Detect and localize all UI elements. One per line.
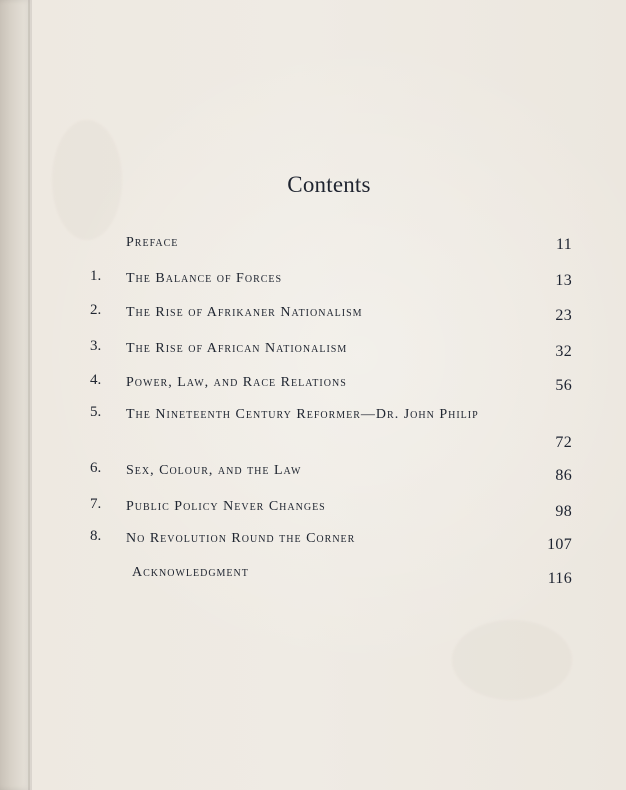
entry-page: 98 <box>555 503 572 520</box>
toc-entry-8 <box>32 528 626 562</box>
entry-page: 116 <box>547 570 572 587</box>
entry-page: 86 <box>555 467 572 484</box>
entry-number: 5. <box>90 404 102 420</box>
entry-title: Power, Law, and Race Relations <box>126 375 347 390</box>
entry-number: 3. <box>90 338 102 354</box>
entry-title: Acknowledgment <box>132 565 249 580</box>
entry-title: The Nineteenth Century Reformer—Dr. John Philip <box>126 407 479 422</box>
toc-entry-4 <box>32 372 626 406</box>
entry-title: No Revolution Round the Corner <box>126 531 356 546</box>
entry-number: 7. <box>90 496 102 512</box>
toc-entry-1 <box>32 268 626 302</box>
toc-entry-5 <box>32 404 626 462</box>
entry-number: 2. <box>90 302 102 318</box>
entry-page: 32 <box>555 343 572 360</box>
toc-entry-3 <box>32 338 626 372</box>
entry-number: 6. <box>90 460 102 476</box>
entry-title: Public Policy Never Changes <box>126 499 326 514</box>
entry-title: The Rise of Afrikaner Nationalism <box>126 305 363 320</box>
paper-stain <box>452 620 572 700</box>
toc-entry-6 <box>32 460 626 494</box>
entry-page: 11 <box>555 236 572 253</box>
page-title: Contents <box>287 172 371 197</box>
toc-entry-acknowledgment <box>32 562 626 596</box>
entry-title: Preface <box>126 235 179 250</box>
entry-number: 1. <box>90 268 102 284</box>
entry-title: Sex, Colour, and the Law <box>126 463 302 478</box>
entry-page: 13 <box>555 272 572 289</box>
entry-title: The Balance of Forces <box>126 271 283 286</box>
entry-number: 4. <box>90 372 102 388</box>
book-page <box>32 0 626 790</box>
entry-title: The Rise of African Nationalism <box>126 341 348 356</box>
toc-entry-preface <box>32 232 626 266</box>
entry-page: 23 <box>555 307 572 324</box>
toc-entry-2 <box>32 302 626 336</box>
toc-entry-7 <box>32 496 626 530</box>
entry-number: 8. <box>90 528 102 544</box>
entry-page: 56 <box>555 377 572 394</box>
entry-page: 107 <box>547 536 572 553</box>
entry-page: 72 <box>555 434 572 451</box>
page-edge <box>0 0 32 790</box>
